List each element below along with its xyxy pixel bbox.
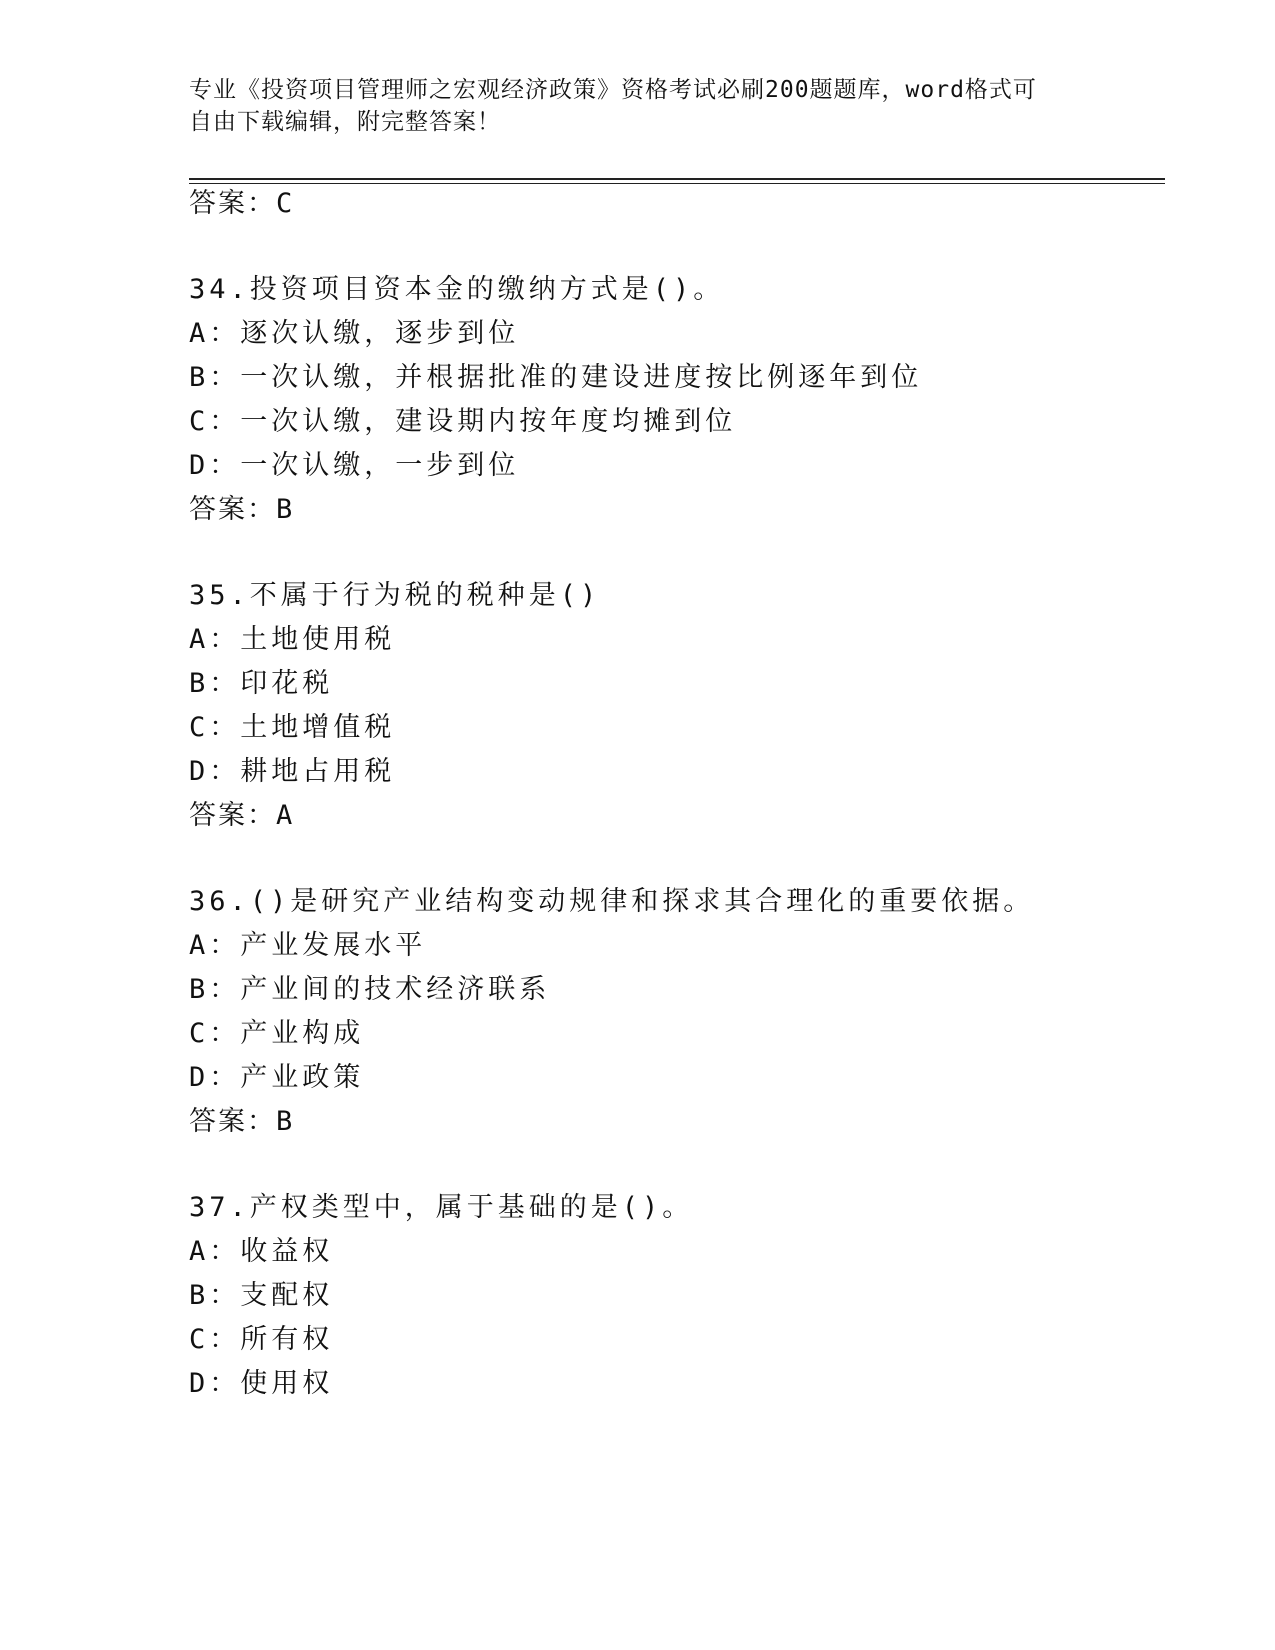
question-35-option-b: B：印花税 xyxy=(189,668,334,699)
question-34-stem: 34.投资项目资本金的缴纳方式是()。 xyxy=(189,274,725,305)
question-37-option-c: C：所有权 xyxy=(189,1324,334,1355)
question-34-answer: 答案：B xyxy=(189,494,295,525)
question-35-stem: 35.不属于行为税的税种是() xyxy=(189,580,601,611)
header-line-2: 自由下载编辑，附完整答案！ xyxy=(189,109,501,135)
question-36-stem: 36.()是研究产业结构变动规律和探求其合理化的重要依据。 xyxy=(189,886,1035,917)
previous-answer: 答案：C xyxy=(189,188,295,219)
header-divider xyxy=(189,178,1165,184)
question-36-option-a: A：产业发展水平 xyxy=(189,930,427,961)
question-36-option-c: C：产业构成 xyxy=(189,1018,365,1049)
question-36-option-d: D：产业政策 xyxy=(189,1062,365,1093)
question-36-answer: 答案：B xyxy=(189,1106,295,1137)
document-header xyxy=(189,74,1069,138)
question-37-option-a: A：收益权 xyxy=(189,1236,334,1267)
question-35-option-a: A：土地使用税 xyxy=(189,624,396,655)
header-line-1: 专业《投资项目管理师之宏观经济政策》资格考试必刷200题题库，word格式可 xyxy=(189,77,1037,103)
question-36-option-b: B：产业间的技术经济联系 xyxy=(189,974,551,1005)
question-35-option-d: D：耕地占用税 xyxy=(189,756,396,787)
question-35-option-c: C：土地增值税 xyxy=(189,712,396,743)
question-34-option-b: B：一次认缴，并根据批准的建设进度按比例逐年到位 xyxy=(189,362,923,393)
question-34-option-a: A：逐次认缴，逐步到位 xyxy=(189,318,520,349)
question-35-answer: 答案：A xyxy=(189,800,295,831)
question-37-option-d: D：使用权 xyxy=(189,1368,334,1399)
question-34-option-d: D：一次认缴，一步到位 xyxy=(189,450,520,481)
question-37-stem: 37.产权类型中，属于基础的是()。 xyxy=(189,1192,694,1223)
question-34-option-c: C：一次认缴，建设期内按年度均摊到位 xyxy=(189,406,737,437)
question-37-option-b: B：支配权 xyxy=(189,1280,334,1311)
